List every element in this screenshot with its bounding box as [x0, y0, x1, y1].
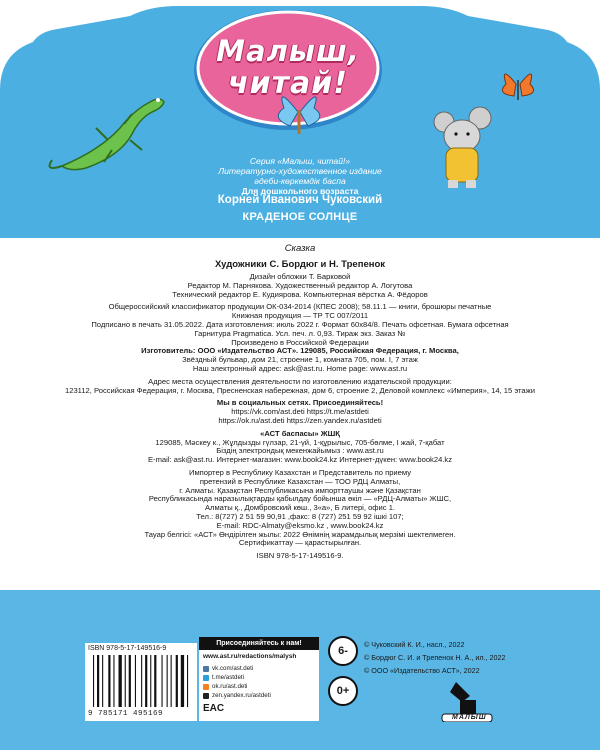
author-name: Корней Иванович Чуковский — [217, 194, 383, 206]
imprint-line: Дизайн обложки Т. Барковой — [249, 272, 351, 281]
imprint-line: E-mail: ask@ast.ru. Интернет-магазин: www.book24.kz Интернет-дүкен: www.book24.kz — [147, 455, 453, 465]
imprint-line: Технический редактор Е. Кудиярова. Компьютерная вёрстка А. Фёдоров — [172, 289, 428, 299]
age-note: Для дошкольного возраста — [241, 186, 359, 196]
copyright-author: © Чуковский К. И., насл., 2022 — [364, 640, 465, 649]
website-link[interactable]: www.ast.ru/redactions/malysh — [203, 653, 297, 660]
vk-icon — [203, 666, 209, 672]
imprint-line: Подписано в печать 31.05.2022. Дата изготовления: июль 2022 г. Формат 60x84/8. Печать офсетная. Бумага офсетная — [91, 320, 509, 329]
imprint-line: Наш электронный адрес: ask@ast.ru. Home page: www.ast.ru — [192, 364, 408, 373]
imprint-line: «АСТ баспасы» ЖШҚ — [260, 428, 340, 438]
imprint-line: Произведено в Российской Федерации — [231, 337, 369, 347]
genre: Сказка — [284, 243, 316, 254]
series-type-kz: әдеби-көркемдік баспа — [254, 176, 346, 186]
age-rating-6: 6- — [328, 636, 358, 666]
imprint-line: ISBN 978-5-17-149516-9. — [256, 551, 344, 561]
imprint-line: Біздің электрондық мекенжайымыз : www.ast.ru — [216, 446, 384, 456]
imprint-line: Алматы қ., Домбровский көш., 3«а», Б литері, офис 1. — [204, 503, 396, 513]
series-logo-line2: читай! — [228, 66, 348, 101]
eac-mark: EAC — [203, 703, 225, 714]
social-link-vk[interactable]: vk.com/ast.deti — [203, 665, 253, 672]
imprint-line: Тауар белгісі: «АСТ» Өндірілген жылы: 2022 Өнімнің жарамдылық мерзімі шектелмеген. — [144, 529, 456, 539]
barcode-image — [91, 655, 191, 709]
social-link-ok[interactable]: ok.ru/ast.deti — [203, 683, 247, 690]
imprint-line: Республикасында наразылықтарды қабылдау бойынша өкіл — «РДЦ-Алматы» ЖШС, — [148, 494, 452, 504]
social-panel — [199, 637, 319, 721]
barcode-box — [85, 643, 197, 721]
imprint-line: г. Алматы. Қазақстан Республикасына импорттаушы және Қазақстан — [179, 485, 421, 495]
copyright-publisher: © ООО «Издательство АСТ», 2022 — [364, 666, 480, 675]
imprint-line: Книжная продукция — ТР ТС 007/2011 — [231, 311, 369, 321]
series-type: Литературно-художественное издание — [218, 166, 382, 176]
series-logo-line1: Малыш, — [216, 34, 360, 68]
series-name: Серия «Малыш, читай!» — [249, 156, 351, 166]
imprint-line: Мы в социальных сетях. Присоединяйтесь! — [216, 398, 384, 408]
book-title: КРАДЕНОЕ СОЛНЦЕ — [242, 211, 358, 223]
ok-icon — [203, 684, 209, 690]
imprint-line: Редактор М. Парнякова. Художественный редактор А. Логутова — [187, 280, 413, 290]
imprint-line: 129085, Мәскеу к., Жұлдызды гүлзар, 21-үй, 1-құрылыс, 705-бөлме, I жай, 7-қабат — [155, 437, 445, 447]
imprint-line: 123112, Российская Федерация, г. Москва, Пресненская набережная, дом 6, строение 2, Деловой комплекс «Империя», 14, 15 этажи — [65, 385, 535, 395]
age-rating-0: 0+ — [328, 676, 358, 706]
imprint-line: Звёздный бульвар, дом 21, строение 1, комната 705, пом. I, 7 этаж — [182, 355, 418, 365]
imprint-line: претензий в Республике Казахстан — ТОО РДЦ Алматы, — [199, 476, 401, 486]
social-link-zen[interactable]: zen.yandex.ru/astdeti — [203, 692, 271, 699]
imprint-line: Общероссийский классификатор продукции ОК-034-2014 (КПЕС 2008); 58.11.1 — книги, брошюры печатные — [108, 302, 492, 312]
imprint-line: Адрес места осуществления деятельности по изготовлению издательской продукции: — [148, 376, 452, 386]
zen-icon — [203, 693, 209, 699]
cover-header — [0, 0, 600, 238]
isbn-label: ISBN 978-5-17-149516-9 — [88, 645, 167, 652]
imprint-line: https://ok.ru/ast.deti https://zen.yandex.ru/astdeti — [218, 416, 382, 425]
imprint-line: Импортер в Республику Казахстан и Представитель по приему — [188, 468, 412, 477]
imprint-line: Изготовитель: ООО «Издательство АСТ». 129085, Российская Федерация, г. Москва, — [141, 346, 459, 356]
imprint-line: Гарнитура Pragmatica. Усл. печ. л. 0,93. Тираж экз. Заказ № — [194, 328, 406, 338]
copyright-illustrators: © Бордюг С. И. и Трепенок Н. А., ил., 2022 — [364, 653, 506, 662]
telegram-icon — [203, 675, 209, 681]
join-header: Присоединяйтесь к нам! — [199, 637, 319, 650]
imprint-line: E-mail: RDC-Almaty@eksmo.kz , www.book24.kz — [216, 520, 384, 530]
barcode-number: 9 785171 495169 — [88, 710, 164, 718]
publisher-logo-text: МАЛЫШ — [452, 714, 487, 721]
imprint-line: Тел.: 8(727) 2 51 59 90,91 ,факс: 8 (727) 251 59 92 ішкі 107; — [196, 512, 404, 521]
imprint-line: https://vk.com/ast.deti https://t.me/astdeti — [231, 407, 369, 417]
social-link-telegram[interactable]: t.me/astdeti — [203, 674, 244, 681]
imprint-line: Сертификаттау — қарастырылған. — [238, 538, 362, 548]
illustrators: Художники С. Бордюг и Н. Трепенок — [214, 259, 386, 270]
